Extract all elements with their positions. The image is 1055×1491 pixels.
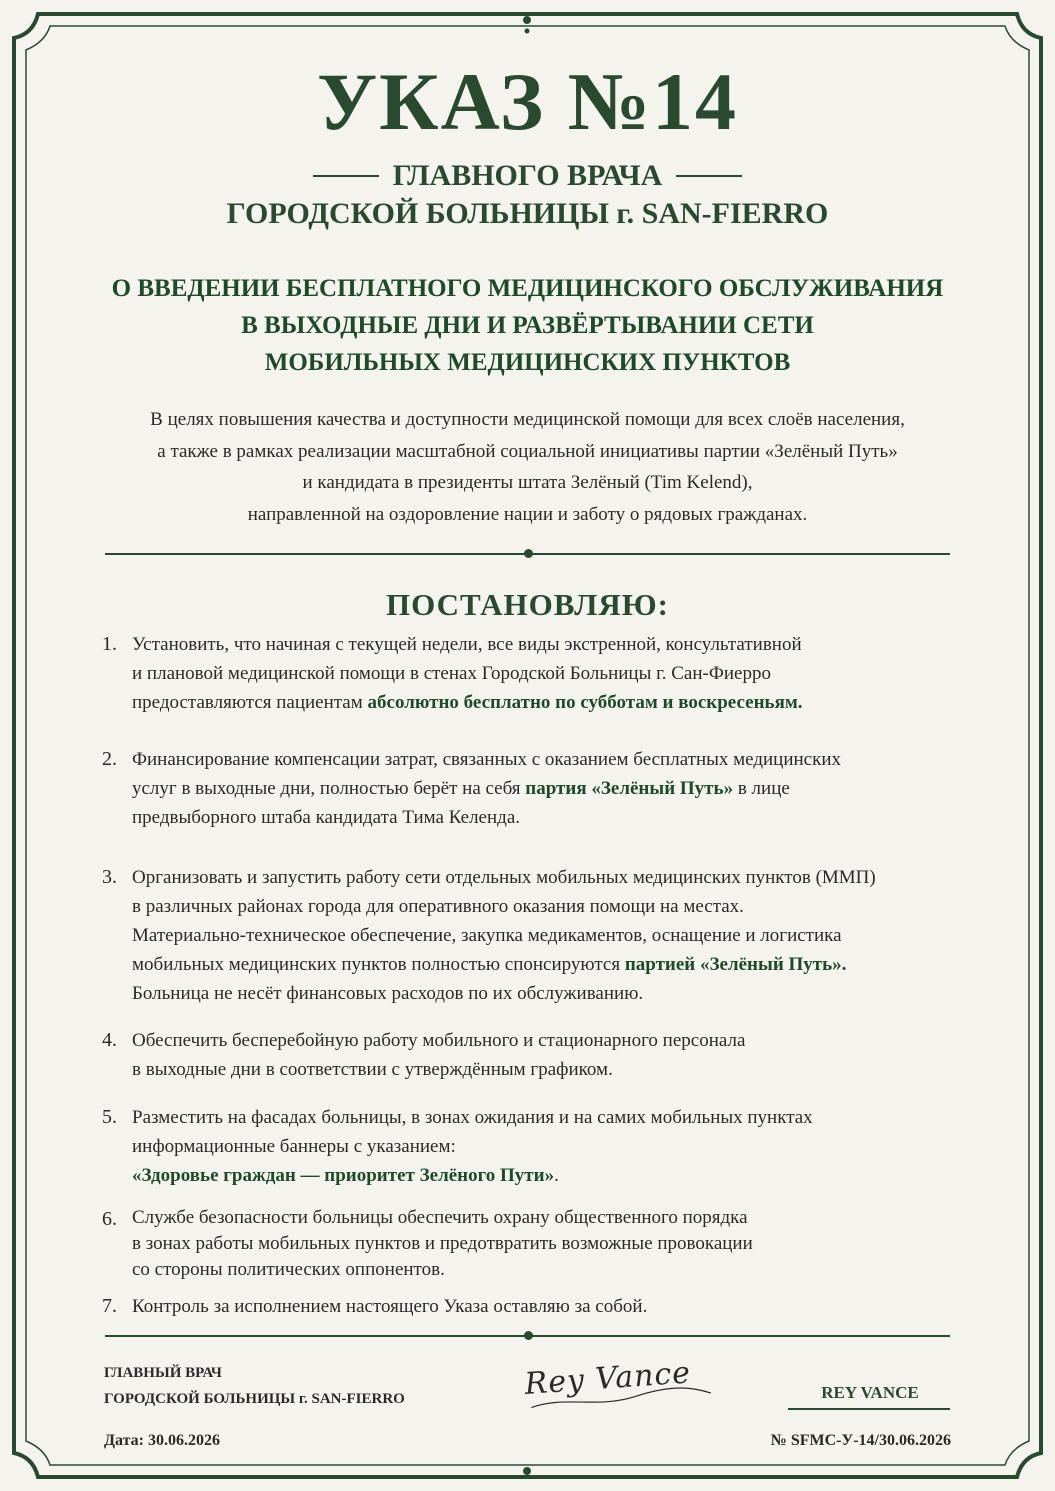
decree-item-4 <box>102 1026 982 1084</box>
footer-divider <box>105 1330 950 1342</box>
subject-line: МОБИЛЬНЫХ МЕДИЦИНСКИХ ПУНКТОВ <box>264 349 791 376</box>
item-line: Обеспечить бесперебойную работу мобильного и стационарного персонала <box>132 1030 746 1051</box>
preamble <box>60 404 995 530</box>
issuer-line-1 <box>0 158 1055 194</box>
item-line: . <box>841 954 847 975</box>
decree-item-5 <box>102 1103 982 1190</box>
decree-item-3 <box>102 863 982 1008</box>
item-highlight: партия «Зелёный Путь» <box>525 778 734 799</box>
item-line: в зонах работы мобильных пунктов и предотвратить возможные провокации <box>132 1233 753 1254</box>
item-number: 1. <box>102 633 117 655</box>
ornament-dash-left <box>313 175 379 177</box>
item-line: . <box>554 1165 559 1186</box>
item-number: 2. <box>102 748 117 770</box>
issuer-position: ГЛАВНОГО ВРАЧА <box>392 159 663 192</box>
item-number: 4. <box>102 1029 117 1051</box>
preamble-line: и кандидата в президенты штата Зелёный (Tim Kelend), <box>302 472 753 493</box>
item-line: Контроль за исполнением настоящего Указа оставляю за собой. <box>132 1296 648 1317</box>
signature-underline <box>788 1408 950 1410</box>
preamble-line: В целях повышения качества и доступности медицинской помощи для всех слоёв населения, <box>150 409 905 430</box>
signatory-name: REY VANCE <box>821 1383 919 1402</box>
preamble-line: а также в рамках реализации масштабной социальной инициативы партии «Зелёный Путь» <box>157 440 898 462</box>
decree-item-1 <box>102 630 982 717</box>
handwritten-signature <box>524 1353 727 1416</box>
item-line: Установить, что начиная с текущей недели, все виды экстренной, консультативной <box>132 634 802 655</box>
signatory-position <box>104 1360 405 1412</box>
item-line: Финансирование компенсации затрат, связанных с оказанием бесплатных медицинских <box>132 749 842 770</box>
decree-item-2 <box>102 745 982 832</box>
item-line: услуг в выходные дни, полностью берёт на себя <box>132 778 526 799</box>
item-line: предвыборного штаба кандидата Тима Келенда. <box>132 807 521 828</box>
item-line: информационные баннеры с указанием: <box>132 1136 456 1157</box>
decree-title: УКАЗ №14 <box>317 56 738 147</box>
item-number: 6. <box>102 1208 117 1230</box>
item-highlight: партией «Зелёный Путь» <box>624 954 842 975</box>
subject-line: О ВВЕДЕНИИ БЕСПЛАТНОГО МЕДИЦИНСКОГО ОБСЛУЖИВАНИЯ <box>111 275 944 302</box>
item-line: в выходные дни в соответствии с утверждённым графиком. <box>132 1059 613 1080</box>
signatory-position-line: ГЛАВНЫЙ ВРАЧ <box>104 1365 222 1381</box>
item-line: Материально-техническое обеспечение, закупка медикаментов, оснащение и логистика <box>132 925 842 946</box>
preamble-line: направленной на оздоровление нации и заботу о рядовых гражданах. <box>247 503 808 525</box>
item-line: Разместить на фасадах больницы, в зонах ожидания и на самих мобильных пунктах <box>132 1107 813 1128</box>
decree-heading: ПОСТАНОВЛЯЮ: <box>386 587 669 622</box>
subject-line: В ВЫХОДНЫЕ ДНИ И РАЗВЁРТЫВАНИИ СЕТИ <box>241 312 814 339</box>
item-number: 7. <box>102 1295 117 1317</box>
issuer-line-2: ГОРОДСКОЙ БОЛЬНИЦЫ г. SAN-FIERRO <box>226 197 829 230</box>
item-line: Службе безопасности больницы обеспечить охрану общественного порядка <box>132 1207 748 1228</box>
item-number: 5. <box>102 1106 117 1128</box>
item-line: в различных районах города для оперативного оказания помощи на местах. <box>132 896 744 917</box>
section-divider <box>105 548 950 560</box>
decree-item-6 <box>102 1205 982 1283</box>
item-line: со стороны политических оппонентов. <box>132 1259 445 1280</box>
signatory-position-line: ГОРОДСКОЙ БОЛЬНИЦЫ г. SAN-FIERRO <box>104 1391 405 1407</box>
banner-slogan: «Здоровье граждан — приоритет Зелёного Пути» <box>132 1165 555 1186</box>
item-line: предоставляются пациентам <box>132 692 368 713</box>
document-number: № SFMC-У-14/30.06.2026 <box>770 1432 951 1449</box>
decree-subject <box>0 270 1055 381</box>
document-date: Дата: 30.06.2026 <box>104 1432 220 1449</box>
item-line: мобильных медицинских пунктов полностью спонсируются <box>132 954 625 975</box>
item-number: 3. <box>102 866 117 888</box>
signature-text: Rey Vance <box>523 1355 693 1402</box>
ornament-dash-right <box>676 175 742 177</box>
item-line: Организовать и запустить работу сети отдельных мобильных медицинских пунктов (ММП) <box>132 867 876 888</box>
item-highlight: абсолютно бесплатно по субботам и воскресеньям. <box>367 692 803 713</box>
item-line: Больница не несёт финансовых расходов по их обслуживанию. <box>132 983 644 1004</box>
decree-item-7 <box>102 1292 982 1321</box>
item-line: и плановой медицинской помощи в стенах Городской Больницы г. Сан-Фиерро <box>132 663 771 684</box>
item-line: в лице <box>733 778 790 799</box>
